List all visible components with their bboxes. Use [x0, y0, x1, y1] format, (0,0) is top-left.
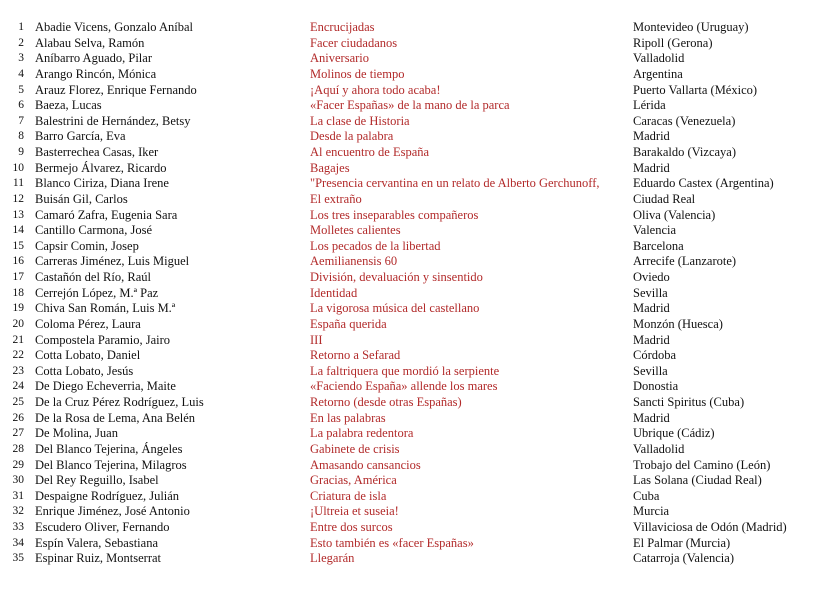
entry-row — [0, 98, 816, 114]
entry-number: 7 — [18, 114, 24, 127]
entry-row — [0, 348, 816, 364]
entry-author: De Molina, Juan — [35, 426, 118, 441]
entry-number: 10 — [12, 161, 24, 174]
entry-author: Escudero Oliver, Fernando — [35, 520, 170, 534]
entry-author: Cerrejón López, M.ª Paz — [35, 285, 159, 300]
entry-row — [0, 504, 816, 520]
entry-place: Madrid — [633, 410, 670, 425]
entry-number: 33 — [12, 521, 24, 533]
entry-title: Entre dos surcos — [310, 520, 393, 534]
entry-number: 22 — [12, 349, 24, 362]
entry-title: Molletes calientes — [310, 223, 401, 238]
entry-number: 9 — [18, 146, 24, 158]
entry-title: Criatura de isla — [310, 488, 387, 503]
entry-author: Aníbarro Aguado, Pilar — [35, 51, 152, 66]
entry-author: De Diego Echeverria, Maite — [35, 379, 176, 394]
entry-row — [0, 161, 816, 177]
entry-title: Identidad — [310, 285, 358, 300]
entry-author: Arango Rincón, Mónica — [35, 66, 157, 81]
entry-author: Cantillo Carmona, José — [35, 223, 152, 238]
entry-row — [0, 67, 816, 83]
entry-author: Arauz Florez, Enrique Fernando — [35, 82, 197, 97]
entry-author: Castañón del Río, Raúl — [35, 270, 151, 284]
entry-title: La palabra redentora — [310, 426, 414, 441]
entry-author: Del Blanco Tejerina, Milagros — [35, 457, 187, 472]
entry-row — [0, 458, 816, 474]
entry-number: 6 — [18, 99, 24, 112]
entry-place: Córdoba — [633, 348, 677, 363]
entry-row — [0, 411, 816, 427]
entry-author: Capsir Comin, Josep — [35, 238, 139, 253]
entry-title: La vigorosa música del castellano — [310, 301, 480, 316]
entry-number: 12 — [12, 192, 24, 205]
entry-author: Chiva San Román, Luis M.ª — [35, 301, 176, 316]
entry-place: Villaviciosa de Odón (Madrid) — [633, 520, 787, 534]
entry-row — [0, 426, 816, 442]
entry-title: «Faciendo España» allende los mares — [310, 379, 498, 394]
entry-number: 27 — [12, 427, 24, 440]
entry-author: De la Cruz Pérez Rodríguez, Luis — [35, 395, 204, 409]
entry-place: Barcelona — [633, 238, 684, 253]
entry-author: Alabau Selva, Ramón — [35, 35, 145, 50]
entry-place: Catarroja (Valencia) — [633, 551, 734, 566]
entry-author: Enrique Jiménez, José Antonio — [35, 504, 190, 519]
entry-number: 23 — [12, 364, 24, 377]
entry-place: Oviedo — [633, 270, 670, 284]
entry-title: España querida — [310, 316, 387, 331]
entry-author: Carreras Jiménez, Luis Miguel — [35, 254, 190, 269]
entry-title: «Facer Españas» de la mano de la parca — [310, 98, 510, 113]
entry-number: 32 — [12, 505, 24, 518]
entry-author: Basterrechea Casas, Iker — [35, 145, 159, 159]
entry-title: Gabinete de crisis — [310, 441, 400, 456]
entry-place: Valladolid — [633, 51, 685, 66]
entry-row — [0, 83, 816, 99]
entry-author: Cotta Lobato, Daniel — [35, 348, 141, 363]
entry-row — [0, 379, 816, 395]
entry-row — [0, 442, 816, 458]
entry-title: ¡Aquí y ahora todo acaba! — [310, 82, 441, 97]
entry-title: Desde la palabra — [310, 129, 394, 144]
entry-author: Espinar Ruiz, Montserrat — [35, 551, 162, 566]
entry-row — [0, 395, 816, 411]
entry-place: Murcia — [633, 504, 670, 519]
entry-author: Compostela Paramio, Jairo — [35, 332, 171, 347]
entry-author: Baeza, Lucas — [35, 98, 102, 113]
entry-author: Bermejo Álvarez, Ricardo — [35, 160, 167, 175]
entry-title: Aemilianensis 60 — [310, 254, 398, 269]
entry-number: 3 — [18, 52, 24, 65]
entry-author: Balestrini de Hernández, Betsy — [35, 113, 191, 128]
entry-row — [0, 270, 816, 286]
entry-place: Cuba — [633, 488, 660, 503]
entry-title: Los tres inseparables compañeros — [310, 207, 479, 222]
entry-row — [0, 176, 816, 192]
entry-title: Aniversario — [310, 51, 370, 66]
entry-row — [0, 51, 816, 67]
entry-number: 18 — [12, 286, 24, 299]
entry-title: "Presencia cervantina en un relato de Alberto Gerchunoff, — [310, 176, 600, 191]
entry-title: Encrucijadas — [310, 20, 375, 34]
entry-title: Al encuentro de España — [310, 145, 430, 159]
entry-title: División, devaluación y sinsentido — [310, 270, 483, 284]
entry-place: Ripoll (Gerona) — [633, 35, 713, 50]
entry-row — [0, 208, 816, 224]
entry-number: 4 — [18, 67, 24, 80]
entry-row — [0, 286, 816, 302]
entry-place: Sevilla — [633, 363, 668, 378]
entry-place: Oliva (Valencia) — [633, 207, 716, 222]
entry-row — [0, 364, 816, 380]
entry-row — [0, 536, 816, 552]
entry-author: Abadie Vicens, Gonzalo Aníbal — [35, 20, 194, 34]
entry-place: Madrid — [633, 301, 670, 316]
entry-place: Madrid — [633, 332, 670, 347]
entry-title: Los pecados de la libertad — [310, 238, 441, 253]
entry-row — [0, 223, 816, 239]
entry-place: Sevilla — [633, 285, 668, 300]
entry-author: Camaró Zafra, Eugenia Sara — [35, 207, 178, 222]
entry-place: Montevideo (Uruguay) — [633, 20, 749, 34]
entry-place: Ciudad Real — [633, 191, 696, 206]
entry-place: Monzón (Huesca) — [633, 316, 723, 331]
entry-place: Arrecife (Lanzarote) — [633, 254, 737, 269]
entry-row — [0, 317, 816, 333]
entry-author: Cotta Lobato, Jesús — [35, 363, 134, 378]
entry-row — [0, 20, 816, 36]
entry-number: 14 — [12, 224, 24, 237]
entry-row — [0, 114, 816, 130]
entry-place: Madrid — [633, 129, 670, 144]
entry-place: Argentina — [633, 66, 683, 81]
entry-number: 29 — [12, 458, 24, 471]
entry-place: Puerto Vallarta (México) — [633, 82, 758, 97]
entry-row — [0, 129, 816, 145]
entry-place: Madrid — [633, 160, 670, 175]
entry-title: Retorno a Sefarad — [310, 348, 401, 363]
entry-place: Caracas (Venezuela) — [633, 113, 736, 128]
entry-title: Retorno (desde otras Españas) — [310, 395, 462, 409]
entry-title: Facer ciudadanos — [310, 35, 398, 50]
entry-title: El extraño — [310, 191, 362, 206]
entry-author: Coloma Pérez, Laura — [35, 316, 141, 331]
entry-number: 24 — [12, 380, 24, 393]
entry-number: 21 — [12, 333, 24, 346]
entry-author: Del Rey Reguillo, Isabel — [35, 473, 159, 488]
entry-place: Ubrique (Cádiz) — [633, 426, 715, 441]
entry-title: III — [310, 332, 323, 347]
entry-place: Barakaldo (Vizcaya) — [633, 145, 737, 159]
entry-row — [0, 520, 816, 536]
entry-place: Trobajo del Camino (León) — [633, 457, 771, 472]
entry-row — [0, 301, 816, 317]
entry-title: Llegarán — [310, 551, 355, 566]
entry-row — [0, 473, 816, 489]
entry-number: 19 — [12, 302, 24, 315]
entry-title: ¡Ultreia et suseia! — [310, 504, 399, 519]
entry-place: Las Solana (Ciudad Real) — [633, 473, 762, 488]
entry-author: Del Blanco Tejerina, Ángeles — [35, 441, 183, 456]
entry-place: Donostia — [633, 379, 679, 394]
entry-title: La faltriquera que mordió la serpiente — [310, 363, 500, 378]
entry-row — [0, 489, 816, 505]
entry-place: Sancti Spiritus (Cuba) — [633, 395, 745, 409]
entry-number: 11 — [12, 177, 24, 190]
entry-number: 1 — [18, 21, 24, 33]
entry-number: 34 — [12, 536, 24, 549]
entry-place: Valencia — [633, 223, 677, 238]
entry-place: Valladolid — [633, 441, 685, 456]
entry-number: 31 — [12, 489, 24, 502]
entry-row — [0, 239, 816, 255]
entry-row — [0, 36, 816, 52]
entry-number: 35 — [12, 552, 24, 565]
entry-number: 25 — [12, 396, 24, 408]
entry-title: Esto también es «facer Españas» — [310, 535, 474, 550]
entry-title: Molinos de tiempo — [310, 66, 405, 81]
entry-author: Buisán Gil, Carlos — [35, 191, 128, 206]
entry-title: Amasando cansancios — [310, 457, 421, 472]
entry-place: Lérida — [633, 98, 666, 113]
entry-title: Gracias, América — [310, 473, 397, 488]
entry-table — [0, 20, 816, 567]
entry-row — [0, 254, 816, 270]
entry-row — [0, 145, 816, 161]
entry-number: 26 — [12, 411, 24, 424]
entry-author: Despaigne Rodríguez, Julián — [35, 488, 180, 503]
entry-number: 8 — [18, 130, 24, 143]
entry-row — [0, 551, 816, 567]
entry-number: 13 — [12, 208, 24, 221]
entry-number: 20 — [12, 317, 24, 330]
entry-place: Eduardo Castex (Argentina) — [633, 176, 774, 191]
entry-title: En las palabras — [310, 410, 386, 425]
entry-title: La clase de Historia — [310, 113, 410, 128]
entry-author: Barro García, Eva — [35, 129, 126, 144]
entry-number: 17 — [12, 271, 24, 283]
entry-author: Blanco Ciriza, Diana Irene — [35, 176, 169, 191]
entry-title: Bagajes — [310, 160, 350, 175]
entry-row — [0, 333, 816, 349]
entry-place: El Palmar (Murcia) — [633, 535, 731, 550]
entry-number: 28 — [12, 442, 24, 455]
entry-author: De la Rosa de Lema, Ana Belén — [35, 410, 196, 425]
entry-number: 15 — [12, 239, 24, 252]
entry-author: Espín Valera, Sebastiana — [35, 535, 158, 550]
entry-row — [0, 192, 816, 208]
entry-number: 16 — [12, 255, 24, 268]
entry-number: 30 — [12, 474, 24, 487]
entry-number: 2 — [18, 36, 24, 49]
entry-number: 5 — [18, 83, 24, 96]
